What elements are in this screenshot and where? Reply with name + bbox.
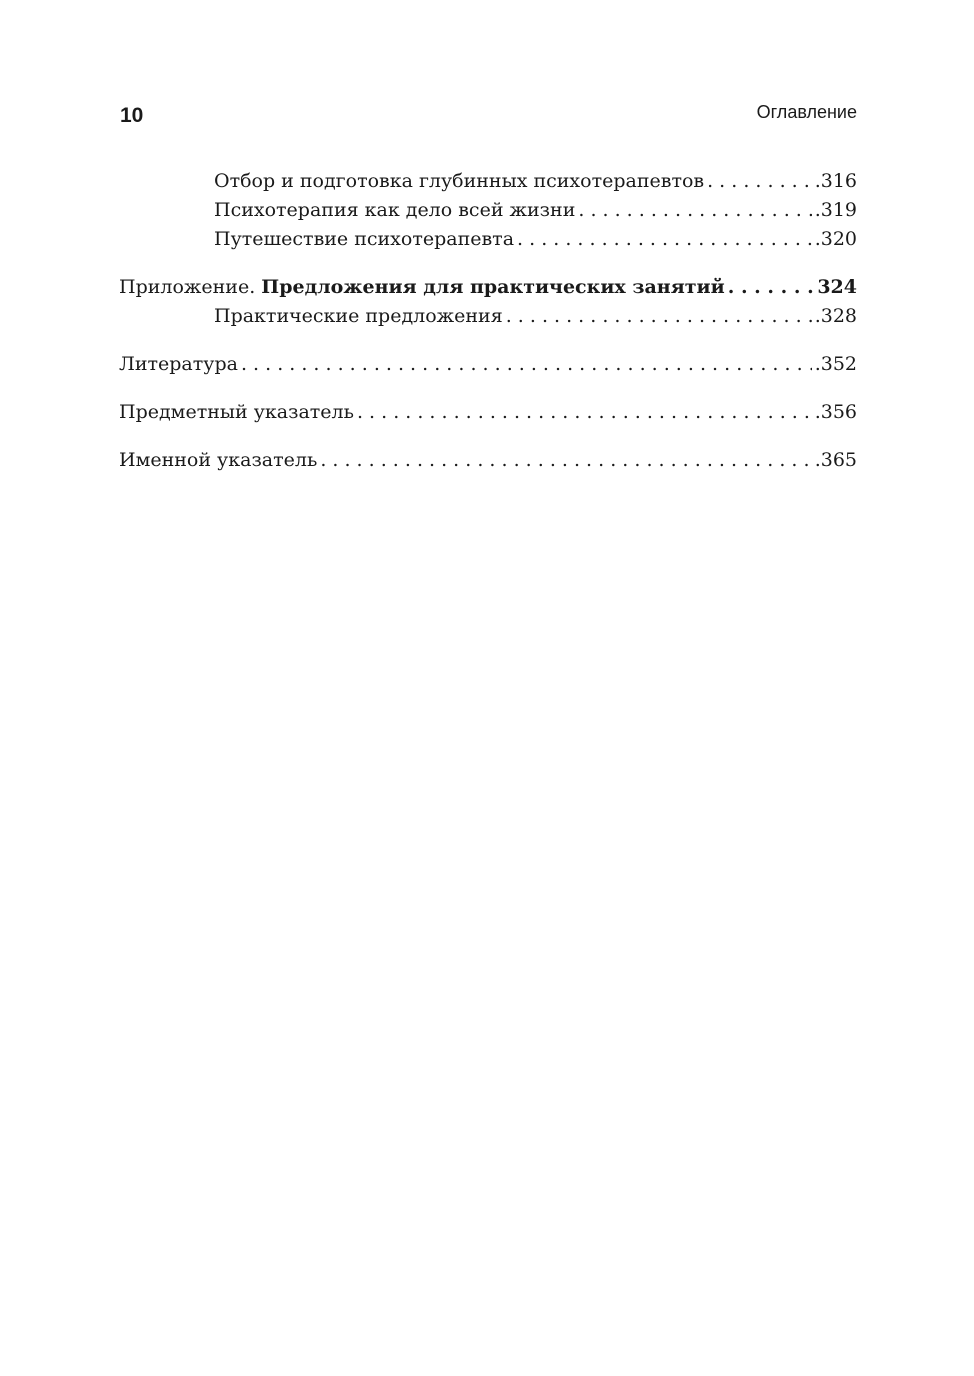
toc-entry-prefix: Приложение. bbox=[119, 276, 262, 298]
toc-entry-title: Предметный указатель bbox=[119, 401, 354, 423]
toc-entry-title: Практические предложения bbox=[214, 305, 503, 327]
toc-entry-bold-title: Предложения для практических занятий bbox=[261, 276, 725, 298]
dot-leader bbox=[241, 350, 812, 379]
toc-entry-title: Психотерапия как дело всей жизни bbox=[214, 199, 576, 221]
toc-entry-title bbox=[119, 273, 725, 302]
dot-leader bbox=[728, 273, 815, 302]
toc-entry-page: .328 bbox=[814, 305, 857, 327]
dot-leader bbox=[506, 302, 812, 331]
dot-leader bbox=[357, 398, 812, 427]
toc-entry-page: .316 bbox=[814, 170, 857, 192]
page-number: 10 bbox=[120, 104, 144, 127]
running-head: Оглавление bbox=[756, 102, 857, 122]
dot-leader bbox=[707, 167, 812, 196]
dot-leader bbox=[320, 446, 811, 475]
table-of-contents bbox=[119, 167, 857, 475]
toc-entry-page: .320 bbox=[814, 228, 857, 250]
toc-entry[interactable] bbox=[119, 398, 857, 427]
toc-entry-title: Путешествие психотерапевта bbox=[214, 228, 515, 250]
dot-leader bbox=[517, 225, 812, 254]
dot-leader bbox=[578, 196, 811, 225]
toc-entry[interactable] bbox=[119, 196, 857, 225]
toc-entry-page: .356 bbox=[814, 401, 857, 423]
toc-entry[interactable] bbox=[119, 302, 857, 331]
toc-entry-title: Отбор и подготовка глубинных психотерапевтов bbox=[214, 170, 705, 192]
toc-entry-page: .319 bbox=[814, 199, 857, 221]
toc-entry-title: Литература bbox=[119, 353, 238, 375]
toc-entry[interactable] bbox=[119, 350, 857, 379]
toc-entry-page: 324 bbox=[817, 276, 857, 298]
toc-entry[interactable] bbox=[119, 225, 857, 254]
toc-entry-appendix[interactable] bbox=[119, 273, 857, 302]
toc-entry-title: Именной указатель bbox=[119, 449, 318, 471]
toc-entry-page: .352 bbox=[814, 353, 857, 375]
toc-entry[interactable] bbox=[119, 167, 857, 196]
toc-entry[interactable] bbox=[119, 446, 857, 475]
toc-entry-page: .365 bbox=[814, 449, 857, 471]
